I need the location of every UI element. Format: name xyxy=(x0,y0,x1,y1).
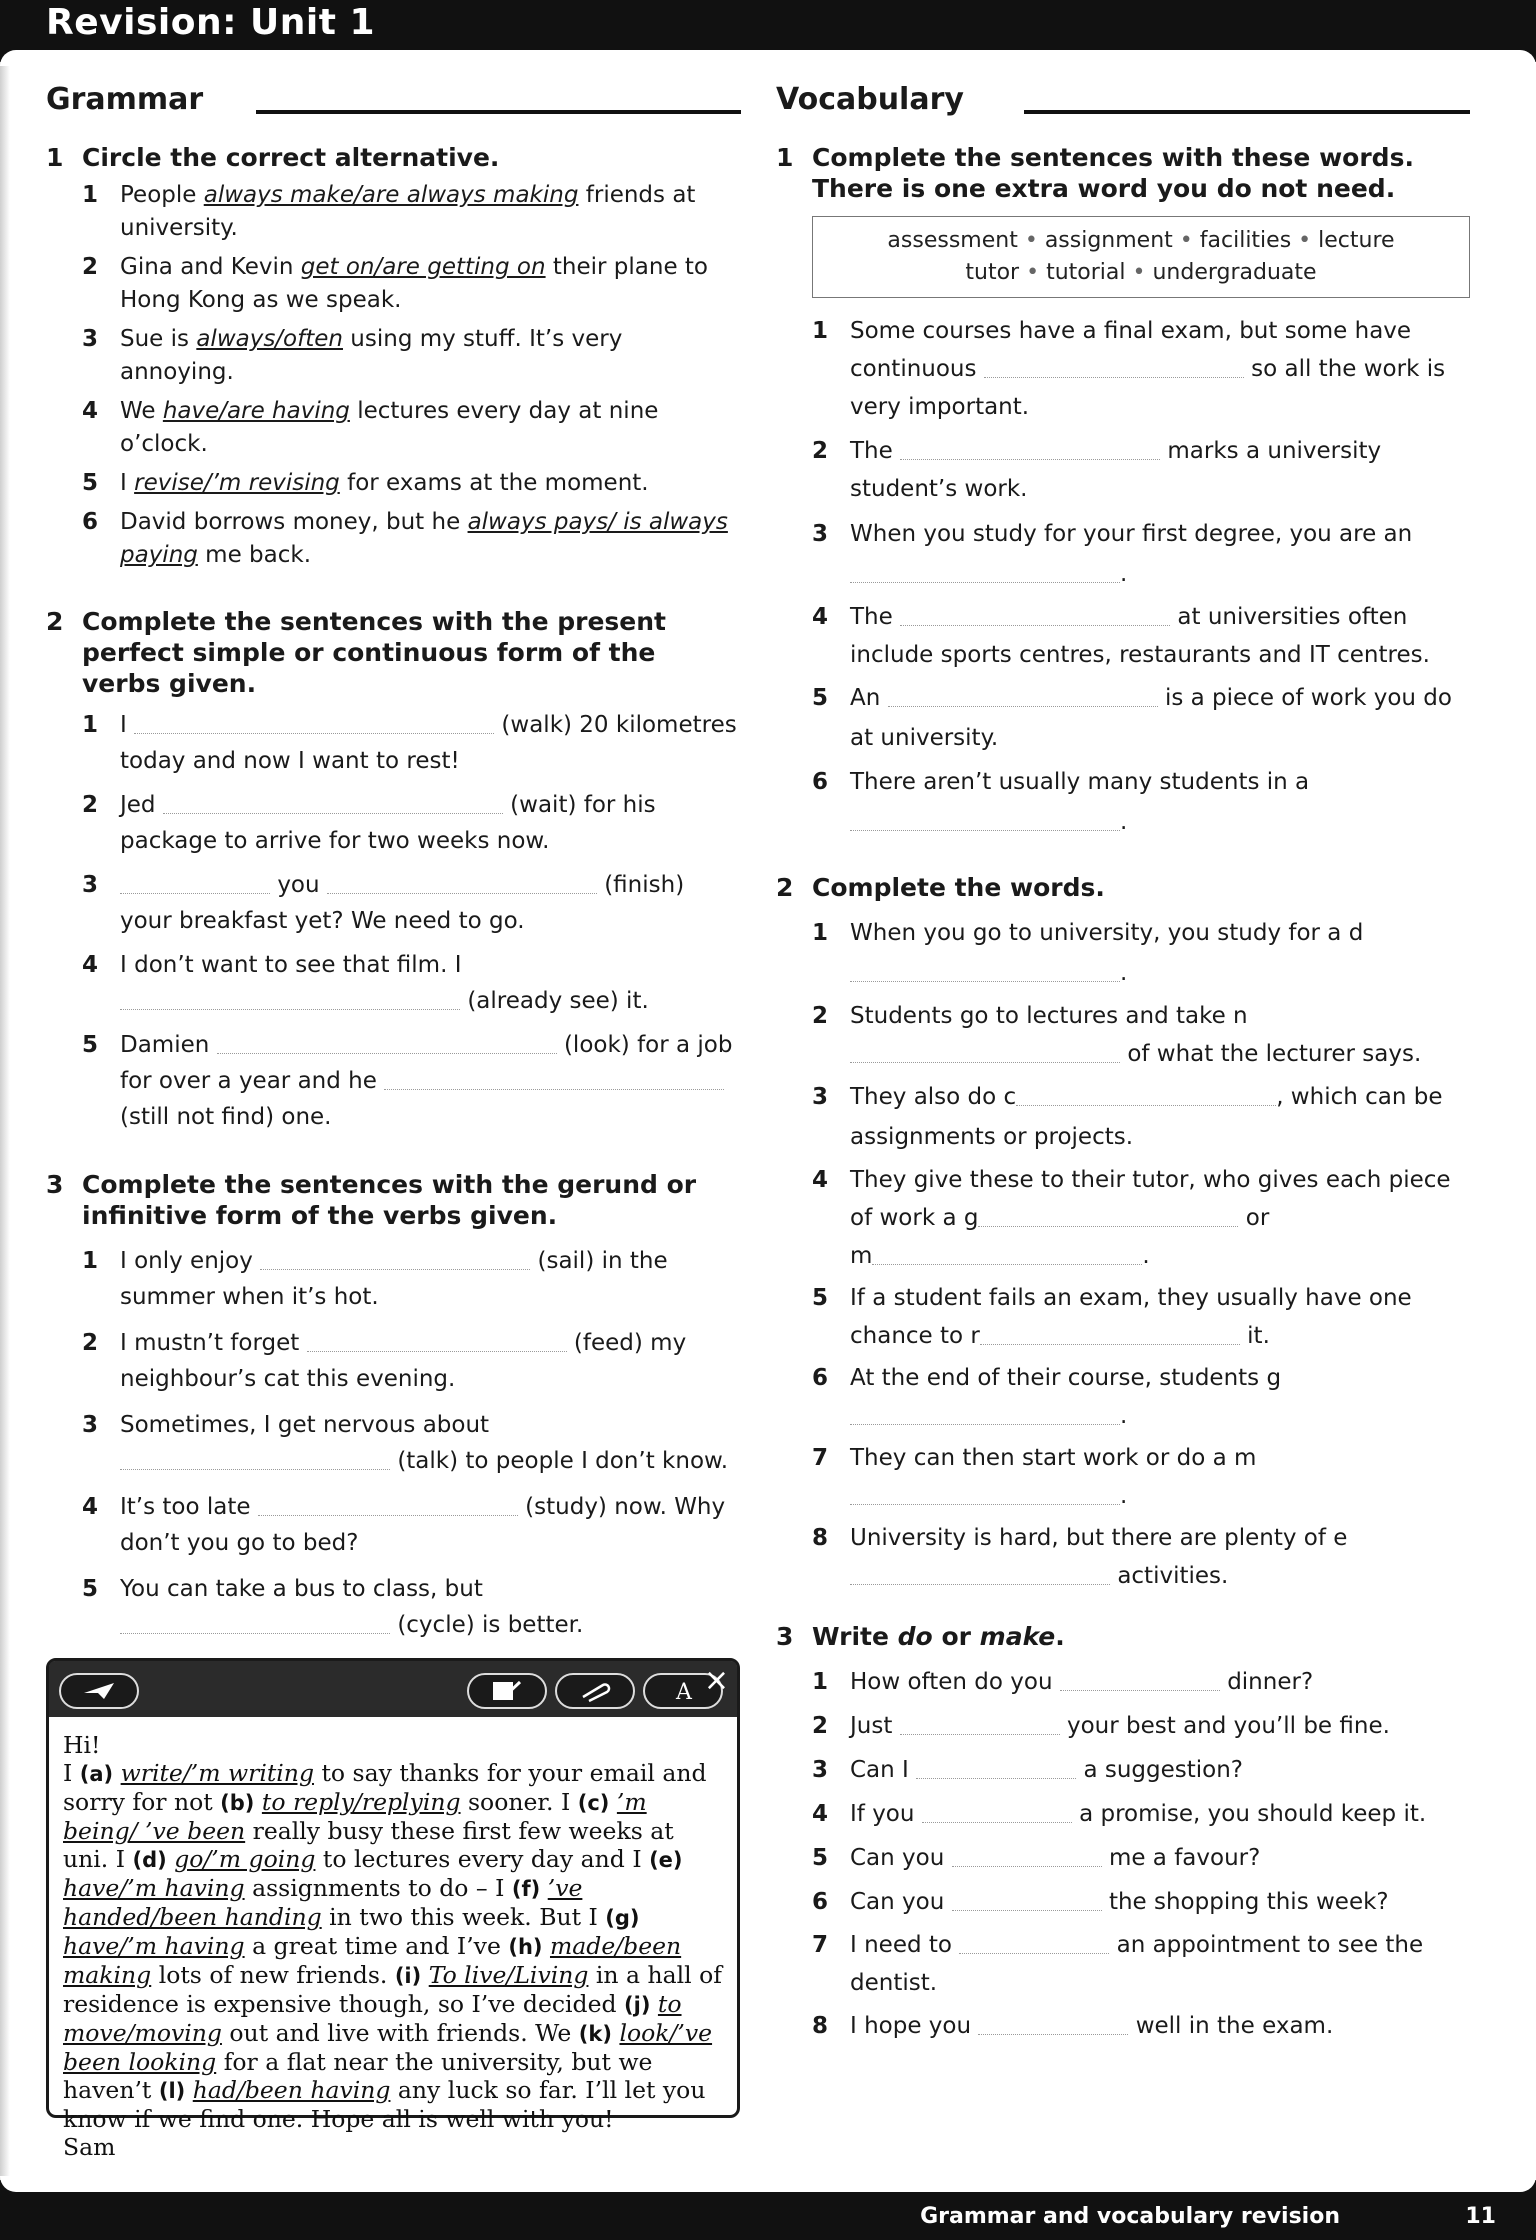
item-number: 6 xyxy=(812,769,829,795)
list-item xyxy=(812,1519,1470,1595)
item-text: You can take a bus to class, but xyxy=(120,1576,483,1602)
choice-option[interactable]: have/’m having xyxy=(63,1932,245,1960)
item-text: Sometimes, I get nervous about xyxy=(120,1412,490,1438)
answer-blank[interactable] xyxy=(850,960,1120,982)
item-text: at universities often include sports centres, restaurants and IT centres. xyxy=(850,604,1430,668)
exercise-number: 2 xyxy=(46,607,64,636)
choice-option[interactable]: look/’ve been looking xyxy=(63,2019,713,2076)
choice-option[interactable]: ’m being/ ’ve been xyxy=(63,1788,647,1845)
list-item xyxy=(812,997,1470,1073)
answer-blank[interactable] xyxy=(327,872,597,894)
answer-blank[interactable] xyxy=(260,1248,530,1270)
grammar-title: Grammar xyxy=(46,82,204,117)
gap-label: (f) xyxy=(511,1877,541,1901)
item-text: for exams at the moment. xyxy=(339,470,649,496)
item-text: (sail) in the summer when it’s hot. xyxy=(120,1248,668,1310)
choice-option[interactable]: go/’m going xyxy=(174,1845,316,1873)
item-text: Can you xyxy=(850,1845,945,1871)
item-text: you xyxy=(277,872,320,898)
item-text: their plane to Hong Kong as we speak. xyxy=(120,254,709,313)
item-number: 7 xyxy=(812,1445,829,1471)
item-text: . xyxy=(1120,561,1128,587)
answer-blank[interactable] xyxy=(134,712,494,734)
exercise-heading xyxy=(776,872,1470,903)
answer-blank[interactable] xyxy=(850,1483,1120,1505)
item-text: or xyxy=(1245,1205,1270,1231)
item-text: a promise, you should keep it. xyxy=(1079,1801,1427,1827)
page-number: 11 xyxy=(1465,2204,1496,2229)
answer-blank[interactable] xyxy=(978,1205,1238,1227)
item-text: m xyxy=(850,1243,873,1269)
email-text: in two this week. But I xyxy=(321,1903,606,1931)
word-option: undergraduate xyxy=(1152,260,1317,285)
list-item xyxy=(812,678,1470,758)
bullet-separator: • xyxy=(1179,228,1193,253)
item-text: (feed) my neighbour’s cat this evening. xyxy=(120,1330,687,1392)
vocabulary-column xyxy=(776,78,1470,2046)
list-item xyxy=(82,467,741,500)
exercise-heading xyxy=(776,1621,1470,1652)
word-box xyxy=(812,216,1470,298)
gap-label: (h) xyxy=(508,1935,543,1959)
choice-option[interactable]: To live/Living xyxy=(428,1961,589,1989)
item-text: Can I xyxy=(850,1757,909,1783)
item-text: it. xyxy=(1247,1323,1270,1349)
gap-label: (i) xyxy=(394,1964,422,1988)
item-text: . xyxy=(1142,1243,1150,1269)
word-option: tutor xyxy=(965,260,1020,285)
item-text: (already see) it. xyxy=(467,988,649,1014)
item-number: 1 xyxy=(812,1669,829,1695)
choice-option[interactable]: to move/moving xyxy=(63,1990,682,2047)
item-text: They can then start work or do a m xyxy=(850,1445,1257,1471)
item-text: The xyxy=(850,438,893,464)
list-item xyxy=(812,1439,1470,1515)
list-item xyxy=(82,395,741,461)
unit-header-bar xyxy=(0,0,1536,62)
answer-blank[interactable] xyxy=(850,1041,1120,1063)
bullet-separator: • xyxy=(1024,228,1038,253)
paperclip-icon xyxy=(575,1679,615,1703)
item-text: People xyxy=(120,182,204,208)
attach-button[interactable] xyxy=(555,1673,635,1709)
list-item xyxy=(812,598,1470,674)
bullet-separator: • xyxy=(1298,228,1312,253)
email-text: to lectures every day and I xyxy=(315,1845,650,1873)
list-item xyxy=(812,1077,1470,1157)
item-number: 6 xyxy=(82,509,99,535)
list-item xyxy=(82,707,741,779)
email-paragraph xyxy=(63,1759,723,2133)
list-item xyxy=(812,514,1470,594)
item-text: I need to xyxy=(850,1932,952,1958)
exercise-instruction: Complete the sentences with the present perfect simple or continuous form of the verbs given. xyxy=(82,607,666,698)
item-text: of what the lecturer says. xyxy=(1127,1041,1422,1067)
list-item xyxy=(812,913,1470,993)
item-text: me a favour? xyxy=(1108,1845,1261,1871)
list-item xyxy=(812,1706,1470,1746)
item-text: Some courses have a final exam, but some have continuous xyxy=(850,318,1412,382)
list-item xyxy=(82,251,741,317)
email-text: to say thanks for your email and sorry for not xyxy=(63,1759,707,1816)
item-text: friends at university. xyxy=(120,182,696,241)
item-text: a suggestion? xyxy=(1083,1757,1244,1783)
list-item xyxy=(812,1279,1470,1355)
item-text: Can you xyxy=(850,1889,945,1915)
answer-blank[interactable] xyxy=(952,1889,1102,1911)
item-number: 4 xyxy=(812,1801,829,1827)
item-number: 2 xyxy=(82,1330,99,1356)
vocabulary-heading xyxy=(776,78,1470,128)
svg-text:A: A xyxy=(676,1680,692,1704)
item-text: It’s too late xyxy=(120,1494,251,1520)
exercise-number: 2 xyxy=(776,873,794,902)
item-text: University is hard, but there are plenty of e xyxy=(850,1525,1348,1551)
answer-blank[interactable] xyxy=(888,685,1158,707)
item-text: using my stuff. It’s very annoying. xyxy=(120,326,623,385)
footer-section-label: Grammar and vocabulary revision xyxy=(920,2204,1340,2229)
list-item xyxy=(82,1027,741,1135)
answer-blank[interactable] xyxy=(120,988,460,1010)
list-item xyxy=(812,1926,1470,2002)
item-text: Gina and Kevin xyxy=(120,254,301,280)
gap-label: (b) xyxy=(220,1791,255,1815)
email-text: in a hall of residence is expensive though, so I’ve decided xyxy=(63,1961,722,2018)
item-text: Students go to lectures and take n xyxy=(850,1003,1248,1029)
choice-option[interactable]: ’ve handed/been handing xyxy=(63,1874,583,1931)
email-text: lots of new friends. xyxy=(151,1961,395,1989)
grammar-column xyxy=(46,78,741,1704)
exercise-number: 3 xyxy=(46,1170,64,1199)
exercise-instruction: Circle the correct alternative. xyxy=(82,143,500,172)
item-text: lectures every day at nine o’clock. xyxy=(120,398,659,457)
exercise-number: 1 xyxy=(46,143,64,172)
item-text: There aren’t usually many students in a xyxy=(850,769,1310,795)
answer-blank[interactable] xyxy=(258,1494,518,1516)
item-text: . xyxy=(1120,960,1128,986)
item-text: If a student fails an exam, they usually have one chance to r xyxy=(850,1285,1412,1349)
answer-blank[interactable] xyxy=(850,1403,1120,1425)
email-text: for a flat near the university, but we haven’t xyxy=(63,2048,653,2104)
item-text: They also do c xyxy=(850,1084,1017,1110)
answer-blank[interactable] xyxy=(978,2013,1128,2035)
heading-rule xyxy=(256,110,741,114)
choice-option[interactable]: to reply/replying xyxy=(261,1788,461,1816)
word-option: tutorial xyxy=(1046,260,1126,285)
item-number: 3 xyxy=(82,326,99,352)
list-item xyxy=(812,1662,1470,1702)
exercise-instruction: Complete the sentences with the gerund or infinitive form of the verbs given. xyxy=(82,1170,697,1230)
item-text: (walk) 20 kilometres today and now I want to rest! xyxy=(120,712,737,774)
item-text: (still not find) one. xyxy=(120,1104,332,1130)
item-text: I xyxy=(120,712,127,738)
list-item xyxy=(82,179,741,245)
item-text: (look) for a job for over a year and he xyxy=(120,1032,733,1094)
email-text: I xyxy=(63,1759,80,1787)
bullet-separator: • xyxy=(1132,260,1146,285)
heading-rule xyxy=(1024,110,1470,114)
item-text: . xyxy=(1120,1403,1128,1429)
item-number: 5 xyxy=(82,1032,99,1058)
item-text: (wait) for his package to arrive for two weeks now. xyxy=(120,792,656,854)
exercise-heading xyxy=(46,1169,741,1231)
item-number: 5 xyxy=(812,685,829,711)
list-item xyxy=(82,787,741,859)
word-option: assessment xyxy=(887,228,1018,253)
item-number: 1 xyxy=(812,318,829,344)
choice-option[interactable]: have/’m having xyxy=(63,1874,245,1902)
answer-blank[interactable] xyxy=(850,1563,1110,1585)
item-number: 3 xyxy=(812,521,829,547)
compose-icon xyxy=(490,1679,524,1703)
gap-label: (g) xyxy=(605,1906,640,1930)
item-text: (cycle) is better. xyxy=(397,1612,584,1638)
list-item xyxy=(812,1838,1470,1878)
item-number: 5 xyxy=(82,470,99,496)
choice-option[interactable]: made/been making xyxy=(63,1932,682,1989)
list-item xyxy=(812,1750,1470,1790)
item-number: 8 xyxy=(812,1525,829,1551)
choice-option[interactable]: write/’m writing xyxy=(120,1759,314,1787)
choice-option[interactable]: always make/are always making xyxy=(203,182,579,208)
list-item xyxy=(812,432,1470,508)
gap-label: (j) xyxy=(624,1993,651,2017)
list-item xyxy=(82,867,741,939)
item-text: well in the exam. xyxy=(1135,2013,1334,2039)
answer-blank[interactable] xyxy=(384,1068,724,1090)
answer-blank[interactable] xyxy=(900,604,1170,626)
item-text: (finish) your breakfast yet? We need to go. xyxy=(120,872,685,934)
close-icon[interactable]: × xyxy=(703,1663,729,1698)
answer-blank[interactable] xyxy=(872,1243,1142,1265)
choice-option[interactable]: always/often xyxy=(196,326,343,352)
item-number: 2 xyxy=(812,438,829,464)
item-text: , which can be assignments or projects. xyxy=(850,1084,1443,1150)
send-button[interactable] xyxy=(59,1673,139,1709)
item-number: 2 xyxy=(812,1003,829,1029)
item-number: 2 xyxy=(812,1713,829,1739)
item-text: . xyxy=(1120,809,1128,835)
list-item xyxy=(812,1794,1470,1834)
choice-option[interactable]: had/been having xyxy=(192,2076,391,2104)
list-item xyxy=(812,1359,1470,1435)
item-text: . xyxy=(1120,1483,1128,1509)
item-text: I mustn’t forget xyxy=(120,1330,300,1356)
email-text: sooner. I xyxy=(460,1788,578,1816)
item-number: 3 xyxy=(82,1412,99,1438)
answer-blank[interactable] xyxy=(900,438,1160,460)
item-text: David borrows money, but he xyxy=(120,509,468,535)
word-option: lecture xyxy=(1318,228,1395,253)
item-number: 1 xyxy=(82,1248,99,1274)
vocabulary-title: Vocabulary xyxy=(776,82,964,117)
item-number: 4 xyxy=(812,1167,829,1193)
item-text: Damien xyxy=(120,1032,210,1058)
list-item xyxy=(812,1882,1470,1922)
item-number: 1 xyxy=(82,712,99,738)
item-text: We xyxy=(120,398,163,424)
item-text: When you study for your first degree, you are an xyxy=(850,521,1413,547)
item-number: 4 xyxy=(82,1494,99,1520)
gap-label: (d) xyxy=(132,1848,167,1872)
exercise-heading xyxy=(776,142,1470,204)
email-window xyxy=(46,1658,740,2161)
answer-blank[interactable] xyxy=(980,1323,1240,1345)
list-item xyxy=(82,1325,741,1397)
answer-blank[interactable] xyxy=(120,1448,390,1470)
list-item xyxy=(812,2006,1470,2046)
answer-blank[interactable] xyxy=(217,1032,557,1054)
font-a-icon xyxy=(671,1678,695,1704)
exercise-heading xyxy=(46,142,741,173)
item-text: I xyxy=(120,470,135,496)
answer-blank[interactable] xyxy=(922,1801,1072,1823)
page-footer xyxy=(0,2180,1536,2240)
item-text: I don’t want to see that film. I xyxy=(120,952,462,978)
list-item xyxy=(812,312,1470,426)
item-text: your best and you’ll be fine. xyxy=(1067,1713,1390,1739)
list-item xyxy=(82,1489,741,1561)
item-number: 7 xyxy=(812,1932,829,1958)
list-item xyxy=(812,1161,1470,1275)
item-text: the shopping this week? xyxy=(1108,1889,1389,1915)
item-number: 5 xyxy=(82,1576,99,1602)
email-signature: Sam xyxy=(63,2133,116,2161)
word-option: assignment xyxy=(1044,228,1173,253)
gap-label: (e) xyxy=(649,1848,683,1872)
item-number: 2 xyxy=(82,254,99,280)
item-number: 2 xyxy=(82,792,99,818)
item-text: How often do you xyxy=(850,1669,1053,1695)
item-text: dinner? xyxy=(1227,1669,1314,1695)
exercise-instruction: Write xyxy=(812,1622,898,1651)
choice-option[interactable]: always pays/ is always paying xyxy=(120,509,728,568)
email-toolbar xyxy=(49,1661,737,1717)
page-title: Revision: Unit 1 xyxy=(46,2,375,43)
send-icon xyxy=(82,1681,116,1701)
list-item xyxy=(82,1243,741,1315)
exercise-instruction: . xyxy=(1055,1622,1065,1651)
email-text: a great time and I’ve xyxy=(244,1932,509,1960)
choice-option[interactable]: have/are having xyxy=(162,398,350,424)
item-text: is a piece of work you do at university. xyxy=(850,685,1452,751)
item-text: An xyxy=(850,685,881,711)
item-text: I hope you xyxy=(850,2013,972,2039)
exercise-instruction: or xyxy=(932,1622,980,1651)
email-text: any luck so far. I’ll let you know if we find one. Hope all is well with you! xyxy=(63,2076,706,2133)
item-text: (talk) to people I don’t know. xyxy=(397,1448,729,1474)
item-text: me back. xyxy=(197,542,312,568)
exercise-instruction: Complete the words. xyxy=(812,873,1105,902)
item-number: 5 xyxy=(812,1285,829,1311)
choice-option[interactable]: revise/’m revising xyxy=(134,470,340,496)
answer-blank[interactable] xyxy=(120,872,270,894)
exercise-instruction: make xyxy=(979,1622,1056,1651)
exercise-number: 3 xyxy=(776,1622,794,1651)
answer-blank[interactable] xyxy=(850,809,1120,831)
item-text: (study) now. Why don’t you go to bed? xyxy=(120,1494,726,1556)
item-number: 3 xyxy=(812,1757,829,1783)
exercise-heading xyxy=(46,606,741,699)
item-number: 4 xyxy=(82,398,99,424)
bullet-separator: • xyxy=(1026,260,1040,285)
item-text: When you go to university, you study for a d xyxy=(850,920,1364,946)
email-text: really busy these first few weeks at uni. I xyxy=(63,1817,674,1873)
word-option: facilities xyxy=(1199,228,1292,253)
footer-curve xyxy=(0,2176,1536,2192)
item-text: If you xyxy=(850,1801,915,1827)
item-number: 4 xyxy=(812,604,829,630)
item-text: The xyxy=(850,604,893,630)
list-item xyxy=(812,762,1470,842)
answer-blank[interactable] xyxy=(1060,1669,1220,1691)
answer-blank[interactable] xyxy=(163,792,503,814)
answer-blank[interactable] xyxy=(120,1612,390,1634)
item-number: 6 xyxy=(812,1365,829,1391)
answer-blank[interactable] xyxy=(1016,1084,1276,1106)
page-edge-shadow xyxy=(0,0,10,2240)
gap-label: (l) xyxy=(158,2079,186,2103)
exercise-number: 1 xyxy=(776,143,794,172)
list-item xyxy=(82,506,741,572)
list-item xyxy=(82,1407,741,1479)
item-number: 5 xyxy=(812,1845,829,1871)
item-number: 1 xyxy=(812,920,829,946)
item-number: 3 xyxy=(812,1084,829,1110)
item-text: Just xyxy=(850,1713,893,1739)
answer-blank[interactable] xyxy=(850,561,1120,583)
exercise-instruction: Complete the sentences with these words. There is one extra word you do not need. xyxy=(812,143,1414,203)
compose-button[interactable] xyxy=(467,1673,547,1709)
grammar-heading xyxy=(46,78,741,128)
item-text: They give these to their tutor, who gives each piece of work a g xyxy=(850,1167,1451,1231)
email-text: out and live with friends. We xyxy=(221,2019,579,2047)
exercise-instruction: do xyxy=(897,1622,933,1651)
gap-label: (c) xyxy=(577,1791,610,1815)
item-number: 8 xyxy=(812,2013,829,2039)
answer-blank[interactable] xyxy=(916,1757,1076,1779)
answer-blank[interactable] xyxy=(900,1713,1060,1735)
item-number: 1 xyxy=(82,182,99,208)
answer-blank[interactable] xyxy=(984,356,1244,378)
item-text: Jed xyxy=(120,792,156,818)
item-text: activities. xyxy=(1117,1563,1229,1589)
gap-label: (a) xyxy=(79,1762,114,1786)
email-text: assignments to do – I xyxy=(244,1874,512,1902)
item-text: marks a university student’s work. xyxy=(850,438,1382,502)
item-text: Sue is xyxy=(120,326,197,352)
item-text: an appointment to see the dentist. xyxy=(850,1932,1424,1996)
list-item xyxy=(82,1571,741,1643)
email-greeting: Hi! xyxy=(63,1731,101,1759)
email-body xyxy=(49,1717,737,2161)
item-text: At the end of their course, students g xyxy=(850,1365,1282,1391)
item-number: 4 xyxy=(82,952,99,978)
list-item xyxy=(82,323,741,389)
answer-blank[interactable] xyxy=(959,1932,1109,1954)
item-text: so all the work is very important. xyxy=(850,356,1446,420)
header-curve xyxy=(0,50,1536,66)
item-number: 3 xyxy=(82,872,99,898)
answer-blank[interactable] xyxy=(952,1845,1102,1867)
answer-blank[interactable] xyxy=(307,1330,567,1352)
list-item xyxy=(82,947,741,1019)
choice-option[interactable]: get on/are getting on xyxy=(300,254,546,280)
gap-label: (k) xyxy=(578,2022,612,2046)
item-number: 6 xyxy=(812,1889,829,1915)
item-text: I only enjoy xyxy=(120,1248,253,1274)
